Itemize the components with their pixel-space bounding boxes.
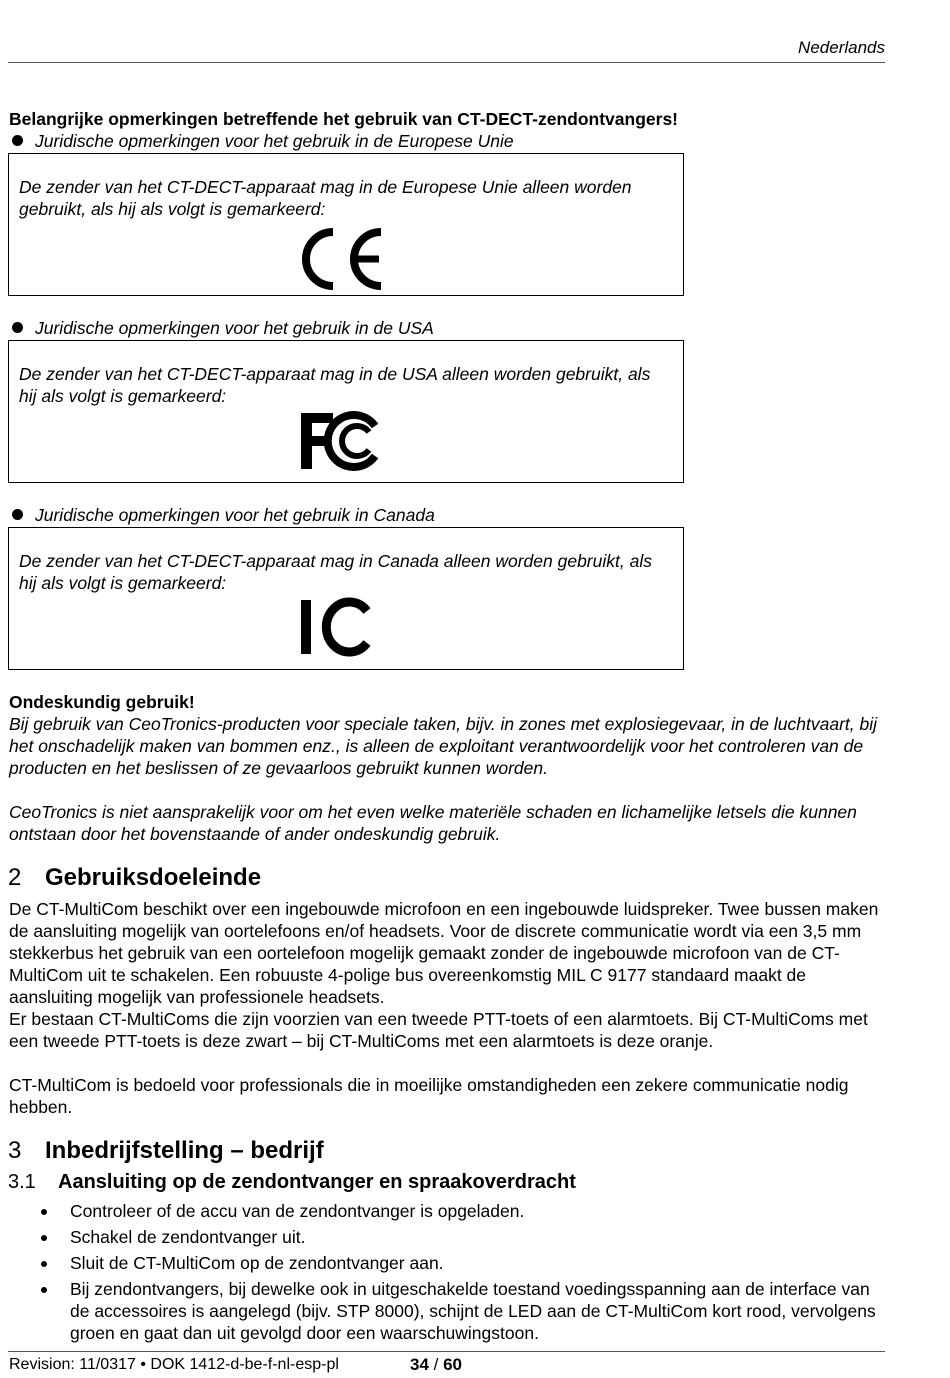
section-3-1-title: Aansluiting op de zendontvanger en spraakoverdracht: [58, 1171, 576, 1193]
section-3-title: Inbedrijfstelling – bedrijf: [45, 1137, 324, 1164]
page-number: [410, 1355, 462, 1375]
list-item: Sluit de CT-MultiCom op de zendontvanger aan.: [38, 1252, 888, 1274]
bullet-icon: [41, 1287, 47, 1293]
header-language: Nederlands: [798, 38, 885, 57]
misuse-paragraph-2: CeoTronics is niet aansprakelijk voor om het even welke materiële schaden en lichamelijke letsels die kunnen ontstaan door het bovenstaande of ander ondeskundig gebruik.: [9, 802, 857, 844]
header-divider: [8, 62, 885, 63]
section-3-heading: [8, 1137, 324, 1165]
section-2-heading: [8, 864, 261, 892]
section-2-paragraph-1: De CT-MultiCom beschikt over een ingebouwde microfoon en een ingebouwde luidspreker. Twee bussen maken de aansluiting mogelijk van oortelefoons en/of headsets. Voor de discrete communicatie wordt via een 3,5 mm stekkerbus het gebruik van een oortelefoon mogelijk gemaakt zonder de ingebouwde microfoon van de CT-MultiCom uit te schakelen. Een robuuste 4-polige bus overeenkomstig MIL C 9177 standaard maakt de aansluiting mogelijk van professionele headsets.: [9, 899, 879, 1007]
notice-box-usa-text: De zender van het CT-DECT-apparaat mag in de USA alleen worden gebruikt, als hij als volgt is gemarkeerd:: [19, 364, 651, 406]
notice-item-usa-heading-text: Juridische opmerkingen voor het gebruik in de USA: [35, 318, 434, 338]
section-2-title: Gebruiksdoeleinde: [45, 864, 262, 891]
notice-item-eu-heading: [9, 131, 514, 152]
footer-revision: Revision: 11/0317 • DOK 1412-d-be-f-nl-esp-pl: [9, 1356, 339, 1373]
bullet-icon: [41, 1209, 47, 1215]
fcc-mark-icon: [297, 409, 381, 478]
notice-box-canada: [8, 527, 684, 670]
bullet-icon: [41, 1261, 47, 1267]
section-2-paragraph-2: Er bestaan CT-MultiComs die zijn voorzien van een tweede PTT-toets of een alarmtoets. Bij CT-MultiComs met een tweede PTT-toets is deze zwart – bij CT-MultiComs met een alarmtoets is deze oranje.: [9, 1009, 868, 1051]
page-total: 60: [443, 1355, 463, 1374]
misuse-title: Ondeskundig gebruik!: [9, 692, 195, 712]
page-separator: /: [428, 1355, 444, 1374]
section-2-number: 2: [8, 864, 22, 891]
notice-box-usa: [8, 340, 684, 483]
bullet-icon: [12, 509, 23, 520]
section-3-number: 3: [8, 1137, 22, 1164]
notice-item-usa-heading: [9, 318, 434, 339]
notice-box-canada-text: De zender van het CT-DECT-apparaat mag in Canada alleen worden gebruikt, als hij als volgt is gemarkeerd:: [19, 551, 652, 593]
bullet-icon: [41, 1235, 47, 1241]
notice-box-eu-text: De zender van het CT-DECT-apparaat mag in de Europese Unie alleen worden gebruikt, als hij als volgt is gemarkeerd:: [19, 177, 632, 219]
bullet-icon: [12, 322, 23, 333]
misuse-paragraph-1: Bij gebruik van CeoTronics-producten voor speciale taken, bijv. in zones met explosiegevaar, in de luchtvaart, bij het onschadelijk maken van bommen enz., is alleen de exploitant verantwoordelijk voor het controleren van de producten en het beslissen of ze gevaarloos gebruikt kunnen worden.: [9, 714, 878, 778]
list-item: Schakel de zendontvanger uit.: [38, 1226, 888, 1248]
footer-divider: [8, 1351, 885, 1352]
notice-item-canada-heading-text: Juridische opmerkingen voor het gebruik in Canada: [35, 505, 435, 525]
notice-item-eu-heading-text: Juridische opmerkingen voor het gebruik in de Europese Unie: [35, 131, 514, 151]
connection-steps-list: [38, 1200, 888, 1348]
notice-item-canada-heading: [9, 505, 435, 526]
page-current: 34: [410, 1355, 429, 1374]
section-3-1-heading: [8, 1171, 576, 1194]
section-2-paragraph-3: CT-MultiCom is bedoeld voor professionals die in moeilijke omstandigheden een zekere communicatie nodig hebben.: [9, 1075, 849, 1117]
ic-mark-icon: [299, 596, 373, 663]
list-item: Controleer of de accu van de zendontvanger is opgeladen.: [38, 1200, 888, 1222]
ce-mark-icon: [295, 226, 387, 297]
notice-box-eu: [8, 153, 684, 296]
notice-title: Belangrijke opmerkingen betreffende het gebruik van CT-DECT-zendontvangers!: [9, 109, 679, 129]
list-item: Bij zendontvangers, bij dewelke ook in uitgeschakelde toestand voedingsspanning aan de interface van de accessoires is aangelegd (bijv. STP 8000), schijnt de LED aan de CT-MultiCom kort rood, vervolgens groen en gaat dan uit gevolgd door een waarschuwingstoon.: [38, 1278, 888, 1344]
bullet-icon: [12, 135, 23, 146]
section-3-1-number: 3.1: [8, 1171, 36, 1193]
